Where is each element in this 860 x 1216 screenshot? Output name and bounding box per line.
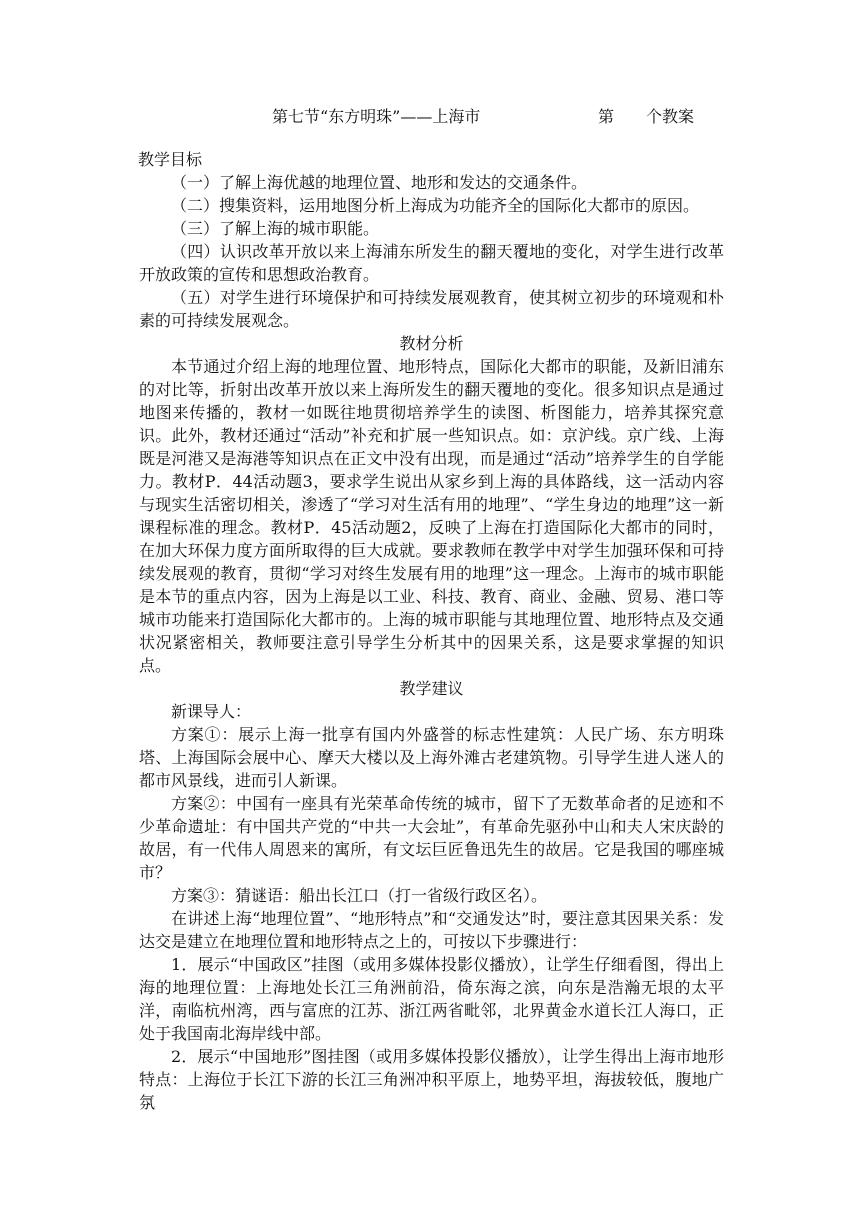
suggestion-paragraph: 2．展示“中国地形”图挂图（或用多媒体投影仪播放），让学生得出上海市地形特点：上海位于长江下游的长江三角洲冲积平原上，地势平坦，海拔较低，腹地广氛: [139, 1047, 724, 1112]
objective-item-2: （二）搜集资料，运用地图分析上海成为功能齐全的国际化大都市的原因。: [171, 196, 700, 215]
objective-item-5: （五）对学生进行环境保护和可持续发展观教育，使其树立初步的环境观和朴素的可持续发展观念。: [139, 288, 724, 330]
analysis-heading: 教材分析: [399, 334, 464, 353]
suggestion-paragraph: 方案①：展示上海一批享有国内外盛誉的标志性建筑：人民广场、东方明珠塔、上海国际会展中心、摩天大楼以及上海外滩古老建筑物。引导学生进人迷人的都市风景线，进而引人新课。: [139, 725, 724, 790]
objective-item-1: （一）了解上海优越的地理位置、地形和发达的交通条件。: [171, 173, 588, 192]
suggestions-heading: 教学建议: [399, 679, 464, 698]
suggestion-paragraph: 方案②：中国有一座具有光荣革命传统的城市，留下了无数革命者的足迹和不少革命遗址：有中国共产党的“中共一大会址”，有革命先驱孙中山和夫人宋庆龄的故居，有一代伟人周恩来的寓所，有文坛巨匠鲁迅先生的故居。它是我国的哪座城市？: [139, 794, 724, 882]
document-body: [139, 148, 724, 1114]
section-title: 第七节“东方明珠”——上海市: [272, 107, 481, 126]
analysis-body: 本节通过介绍上海的地理位置、地形特点，国际化大都市的职能，及新旧浦东的对比等，折射出改革开放以来上海所发生的翻天覆地的变化。很多知识点是通过地图来传播的，教材一如既往地贯彻培养学生的读图、析图能力，培养其探究意识。此外，教材还通过“活动”补充和扩展一些知识点。如：京沪线。京广线、上海既是河港又是海港等知识点在正文中没有出现，而是通过“活动”培养学生的自学能力。教材P．44活动题3，要求学生说出从家乡到上海的具体路线，这一活动内容与现实生活密切相关，渗透了“学习对生活有用的地理”、“学生身边的地理”这一新课程标准的理念。教材P．45活动题2，反映了上海在打造国际化大都市的同时，在加大环保力度方面所取得的巨大成就。要求教师在教学中对学生加强环保和可持续发展观的教育，贯彻“学习对终生发展有用的地理”这一理念。上海市的城市职能是本节的重点内容，因为上海是以工业、科技、教育、商业、金融、贸易、港口等城市功能来打造国际化大都市的。上海的城市职能与其地理位置、地形特点及交通状况紧密相关，教师要注意引导学生分析其中的因果关系，这是要求掌握的知识点。: [139, 357, 724, 675]
suggestion-paragraph: 1．展示“中国政区”挂图（或用多媒体投影仪播放），让学生仔细看图，得出上海的地理位置：上海地处长江三角洲前沿，倚东海之滨，向东是浩瀚无垠的太平洋，南临杭州湾，西与富庶的江苏、浙江两省毗邻，北界黄金水道长江人海口，正处于我国南北海岸线中部。: [139, 955, 724, 1043]
objectives-heading: 教学目标: [138, 150, 203, 169]
objective-item-3: （三）了解上海的城市职能。: [171, 219, 380, 238]
suggestion-paragraph: 新课导人：: [171, 702, 252, 721]
lesson-plan-number: 第 个教案: [598, 107, 695, 126]
suggestion-paragraph: 在讲述上海“地理位置”、“地形特点”和“交通发达”时，要注意其因果关系：发达交是建立在地理位置和地形特点之上的，可按以下步骤进行：: [139, 909, 724, 951]
document-header: [272, 106, 742, 128]
objective-item-4: （四）认识改革开放以来上海浦东所发生的翻天覆地的变化，对学生进行改革开放政策的宣传和思想政治教育。: [139, 242, 724, 284]
suggestion-paragraph: 方案③：猜谜语：船出长江口（打一省级行政区名）。: [171, 886, 548, 905]
